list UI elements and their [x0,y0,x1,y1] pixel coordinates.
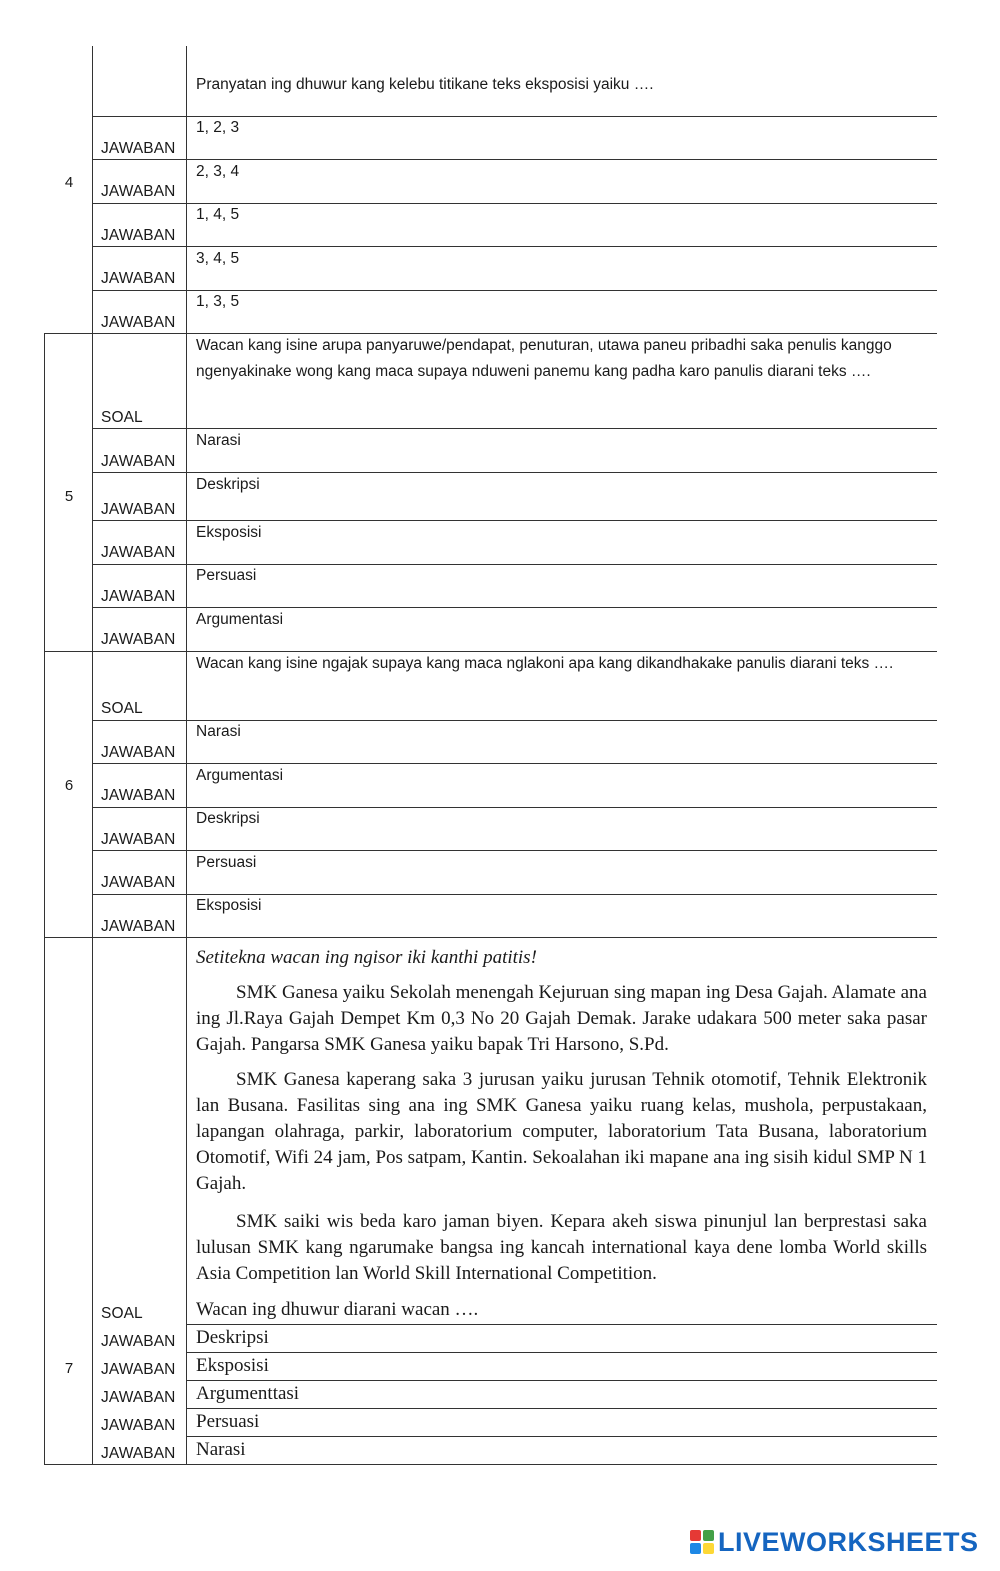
logo-square-green [703,1530,714,1541]
answer-option[interactable]: 1, 3, 5 [196,293,240,310]
answer-option[interactable]: Eksposisi [196,1355,269,1376]
answer-label: JAWABAN [101,874,176,891]
answer-option[interactable]: 1, 4, 5 [196,206,240,223]
answer-option[interactable]: 1, 2, 3 [196,119,240,136]
question-number: 7 [64,1360,74,1377]
logo-text: LIVEWORKSHEETS [718,1526,979,1557]
answer-label: JAWABAN [101,744,176,761]
liveworksheets-logo-icon [690,1530,714,1554]
answer-option[interactable]: Deskripsi [196,1327,269,1348]
answer-option[interactable]: 3, 4, 5 [196,250,240,267]
logo-square-red [690,1530,701,1541]
logo-square-blue [690,1543,701,1554]
answer-option[interactable]: Narasi [196,432,241,449]
answer-label: JAWABAN [101,183,176,200]
soal-label: SOAL [101,700,143,717]
soal-label: SOAL [101,409,143,426]
logo-square-yellow [703,1543,714,1554]
question-text: Wacan ing dhuwur diarani wacan …. [196,1299,479,1320]
question-number: 6 [64,777,74,794]
reading-paragraph: SMK Ganesa kaperang saka 3 jurusan yaiku jurusan Tehnik otomotif, Tehnik Elektronik lan Busana. Fasilitas sing ana ing SMK Ganesa yaiku ruang kelas, mushola, perpustakaan, lapangan olahraga, parkir, laboratorium computer, laboratorium Tata Busana, laboratorium Otomotif, Wifi 24 jam, Pos satpam, Kantin. Sekoalahan iki mapane ana ing sisih kidul SMP N 1 Gajah. [196,1069,927,1194]
answer-label: JAWABAN [101,918,176,935]
answer-label: JAWABAN [101,501,176,518]
answer-option[interactable]: Persuasi [196,1411,260,1432]
answer-option[interactable]: 2, 3, 4 [196,163,240,180]
question-text: Wacan kang isine arupa panyaruwe/pendapat, penuturan, utawa paneu pribadhi saka penulis kanggo ngenyakinake wong kang maca supaya nduweni panemu kang padha karo panulis diarani teks …. [196,337,892,380]
question-text: Pranyatan ing dhuwur kang kelebu titikane teks eksposisi yaiku …. [196,76,654,93]
reading-paragraph: SMK saiki wis beda karo jaman biyen. Kepara akeh siswa pinunjul lan berprestasi saka lulusan SMK kang ngarumake bangsa ing kancah international kaya dene lomba World skills Asia Competition lan World Skill International Competition. [196,1211,927,1284]
answer-label: JAWABAN [101,453,176,470]
answer-label: JAWABAN [101,831,176,848]
answer-option[interactable]: Argumentasi [196,767,284,784]
answer-option[interactable]: Deskripsi [196,476,260,493]
question-number: 5 [64,488,74,505]
answer-label: JAWABAN [101,1389,176,1406]
answer-option[interactable]: Narasi [196,723,241,740]
answer-option[interactable]: Argumentasi [196,611,284,628]
answer-label: JAWABAN [101,631,176,648]
answer-label: JAWABAN [101,140,176,157]
answer-option[interactable]: Narasi [196,1439,246,1460]
answer-label: JAWABAN [101,544,176,561]
answer-label: JAWABAN [101,1333,176,1350]
answer-label: JAWABAN [101,227,176,244]
answer-label: JAWABAN [101,270,176,287]
liveworksheets-logo [690,1527,979,1557]
answer-option[interactable]: Persuasi [196,567,257,584]
answer-option[interactable]: Eksposisi [196,524,262,541]
answer-option[interactable]: Argumenttasi [196,1383,300,1404]
answer-label: JAWABAN [101,1361,176,1378]
reading-paragraph: SMK Ganesa yaiku Sekolah menengah Kejuruan sing mapan ing Desa Gajah. Alamate ana ing Jl.Raya Gajah Dempet Km 0,3 No 20 Gajah Demak. Jarake udakara 500 meter saka pasar Gajah. Pangarsa SMK Ganesa yaiku bapak Tri Harsono, S.Pd. [196,982,927,1055]
answer-label: JAWABAN [101,1445,176,1462]
answer-label: JAWABAN [101,787,176,804]
answer-label: JAWABAN [101,314,176,331]
answer-label: JAWABAN [101,1417,176,1434]
question-number: 4 [64,174,74,191]
answer-option[interactable]: Persuasi [196,854,257,871]
answer-option[interactable]: Deskripsi [196,810,260,827]
soal-label: SOAL [101,1305,143,1322]
answer-label: JAWABAN [101,588,176,605]
question-text: Wacan kang isine ngajak supaya kang maca nglakoni apa kang dikandhakake panulis diarani teks …. [196,655,894,672]
reading-instruction: Setitekna wacan ing ngisor iki kanthi patitis! [196,947,537,968]
answer-option[interactable]: Eksposisi [196,897,262,914]
